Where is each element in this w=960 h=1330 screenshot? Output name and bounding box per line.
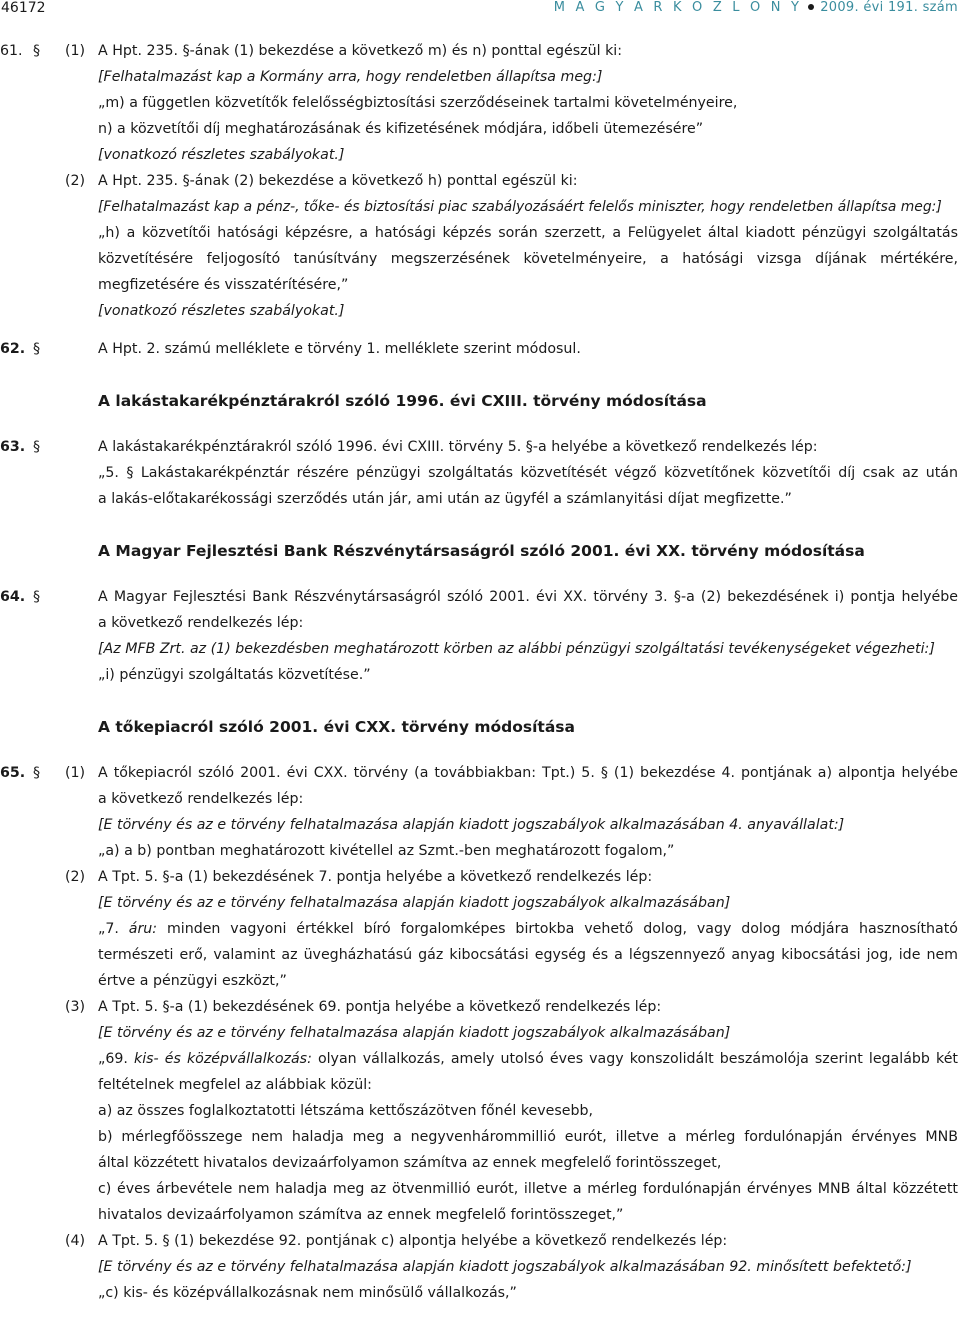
paragraph-text: A Tpt. 5. §-a (1) bekezdésének 7. pontja helyébe a következő rendelkezés lép: (98, 869, 653, 885)
text-line (0, 838, 960, 864)
quoted-text: „h) a közvetítői hatósági képzésre, a hatósági képzés során szerzett, a Felügyelet által kiadott pénzügyi szolgáltatás (98, 225, 958, 241)
bullet-icon (808, 4, 814, 10)
text-line (0, 1020, 960, 1046)
bracket-text: [vonatkozó részletes szabályokat.] (98, 147, 345, 163)
section-number: 62. (0, 341, 26, 357)
text-line (0, 298, 960, 324)
text-line (0, 610, 960, 636)
document-body (0, 38, 960, 1306)
text-line (0, 662, 960, 688)
section-sign: § (33, 43, 41, 59)
quoted-text: közvetítésére feljogosító tanúsítvány megszerzésének követelményeire, a hatósági vizsga díjának mértékére, (98, 251, 958, 267)
quoted-text: „i) pénzügyi szolgáltatás közvetítése.” (98, 667, 371, 683)
text-line (0, 1124, 960, 1150)
definition-number: „7. (98, 921, 129, 937)
text-line (0, 486, 960, 512)
definition-text: olyan vállalkozás, amely utolsó éves vagy konszolidált beszámolója szerint legalább két (311, 1051, 958, 1067)
text-line (0, 272, 960, 298)
paragraph-text: A Hpt. 235. §-ának (1) bekezdése a következő m) és n) ponttal egészül ki: (98, 43, 623, 59)
section-number: 64. (0, 589, 26, 605)
bracket-text: [E törvény és az e törvény felhatalmazása alapján kiadott jogszabályok alkalmazásában] (98, 1025, 731, 1041)
section-heading: A tőkepiacról szóló 2001. évi CXX. törvény módosítása (98, 718, 575, 736)
bracket-text: [vonatkozó részletes szabályokat.] (98, 303, 345, 319)
paragraph-text: A Tpt. 5. §-a (1) bekezdésének 69. pontja helyébe a következő rendelkezés lép: (98, 999, 662, 1015)
section-65-para-1 (0, 760, 960, 786)
quoted-text (98, 1046, 958, 1072)
quoted-text: „m) a független közvetítők felelősségbiztosítási szerződéseinek tartalmi követelményeire, (98, 95, 738, 111)
definition-number: „69. (98, 1051, 134, 1067)
journal-title (554, 0, 958, 15)
section-65-para-4 (0, 1228, 960, 1254)
section-sign: § (33, 765, 41, 781)
heading-mfb (0, 538, 960, 564)
subsection-number: (4) (65, 1233, 86, 1249)
text-line (0, 220, 960, 246)
paragraph-text: A Tpt. 5. § (1) bekezdése 92. pontjának c) alpontja helyébe a következő rendelkezés lép: (98, 1233, 728, 1249)
quoted-text: megfizetésére és visszatérítésére,” (98, 277, 349, 293)
section-65-para-3 (0, 994, 960, 1020)
journal-name: M A G Y A R K Ö Z L Ö N Y (553, 0, 803, 15)
paragraph-text: A Hpt. 2. számú melléklete e törvény 1. melléklete szerint módosul. (98, 341, 581, 357)
text-line (0, 460, 960, 486)
list-item: b) mérlegfőösszege nem haladja meg a negyvenhárommillió eurót, illetve a mérleg fordulónapján érvényes MNB (98, 1129, 958, 1145)
subsection-number: (2) (65, 173, 86, 189)
section-heading: A Magyar Fejlesztési Bank Részvénytársaságról szóló 2001. évi XX. törvény módosítása (98, 542, 865, 560)
section-sign: § (33, 589, 41, 605)
text-line (0, 942, 960, 968)
bracket-text: [Felhatalmazást kap a Kormány arra, hogy rendeletben állapítsa meg:] (98, 69, 603, 85)
text-line (0, 194, 960, 220)
text-line (0, 812, 960, 838)
definition-text: minden vagyoni értékkel bíró forgalomképes birtokba vehető dolog, vagy dolog módjára hasznosítható (157, 921, 958, 937)
text-line (0, 1046, 960, 1072)
quoted-text: feltételnek megfelel az alábbiak közül: (98, 1077, 372, 1093)
list-item: a) az összes foglalkoztatotti létszáma kettőszázötven főnél kevesebb, (98, 1103, 594, 1119)
bracket-text: [E törvény és az e törvény felhatalmazása alapján kiadott jogszabályok alkalmazásában 92. minősített befektető:] (98, 1259, 912, 1275)
text-line (0, 64, 960, 90)
text-line (0, 1202, 960, 1228)
quoted-text: n) a közvetítői díj meghatározásának és kifizetésének módjára, időbeli ütemezésére” (98, 121, 704, 137)
section-number: 61. (0, 43, 23, 59)
heading-lakastakarek (0, 388, 960, 414)
bracket-text: [Felhatalmazást kap a pénz-, tőke- és biztosítási piac szabályozásáért felelős miniszter, hogy rendeletben állapítsa meg:] (98, 199, 942, 215)
list-item: c) éves árbevétele nem haladja meg az ötvenmillió eurót, illetve a mérleg fordulónapján érvényes MNB által közzétett (98, 1181, 958, 1197)
text-line (0, 1098, 960, 1124)
section-heading: A lakástakarékpénztárakról szóló 1996. évi CXIII. törvény módosítása (98, 392, 707, 410)
section-65-para-2 (0, 864, 960, 890)
text-line (0, 1280, 960, 1306)
quoted-text (98, 916, 958, 942)
bracket-text: [E törvény és az e törvény felhatalmazása alapján kiadott jogszabályok alkalmazásában] (98, 895, 731, 911)
paragraph-text: a következő rendelkezés lép: (98, 791, 304, 807)
text-line (0, 1150, 960, 1176)
quoted-text: értve a pénzügyi eszközt,” (98, 973, 287, 989)
section-62 (0, 336, 960, 362)
section-61-para-2 (0, 168, 960, 194)
text-line (0, 246, 960, 272)
section-sign: § (33, 341, 41, 357)
text-line (0, 636, 960, 662)
quoted-text: a lakás-előtakarékossági szerződés után jár, ami után az ügyfél a számlanyitási díjat megfizette.” (98, 491, 792, 507)
quoted-text: „5. § Lakástakarékpénztár részére pénzügyi szolgáltatás közvetítését végző közvetítőnek közvetítői díj csak az után (98, 465, 958, 481)
paragraph-text: A tőkepiacról szóló 2001. évi CXX. törvény (a továbbiakban: Tpt.) 5. § (1) bekezdése 4. pontjának a) alpontja helyébe (98, 765, 958, 781)
section-64 (0, 584, 960, 610)
bracket-text: [Az MFB Zrt. az (1) bekezdésben meghatározott körben az alábbi pénzügyi szolgáltatási tevékenységeket végezheti:] (98, 641, 935, 657)
text-line (0, 1072, 960, 1098)
bracket-text: [E törvény és az e törvény felhatalmazása alapján kiadott jogszabályok alkalmazásában 4. anyavállalat:] (98, 817, 845, 833)
text-line (0, 116, 960, 142)
paragraph-text: A lakástakarékpénztárakról szóló 1996. évi CXIII. törvény 5. §-a helyébe a következő rendelkezés lép: (98, 439, 818, 455)
text-line (0, 890, 960, 916)
paragraph-text: A Hpt. 235. §-ának (2) bekezdése a következő h) ponttal egészül ki: (98, 173, 578, 189)
text-line (0, 142, 960, 168)
subsection-number: (1) (65, 43, 86, 59)
subsection-number: (1) (65, 765, 86, 781)
paragraph-text: a következő rendelkezés lép: (98, 615, 304, 631)
quoted-text: „c) kis- és középvállalkozásnak nem minősülő vállalkozás,” (98, 1285, 517, 1301)
definition-term: áru: (128, 921, 158, 937)
section-61-para-1 (0, 38, 960, 64)
section-number: 63. (0, 439, 26, 455)
subsection-number: (2) (65, 869, 86, 885)
definition-term: kis- és középvállalkozás: (134, 1051, 312, 1067)
text-line (0, 968, 960, 994)
text-line (0, 1176, 960, 1202)
text-line (0, 786, 960, 812)
text-line (0, 916, 960, 942)
page-header (0, 0, 960, 18)
paragraph-text: A Magyar Fejlesztési Bank Részvénytársaságról szóló 2001. évi XX. törvény 3. §-a (2) bekezdésének i) pontja helyébe (98, 589, 958, 605)
section-63 (0, 434, 960, 460)
heading-tpt (0, 714, 960, 740)
page-number: 46172 (1, 0, 46, 16)
section-number: 65. (0, 765, 26, 781)
section-sign: § (33, 439, 41, 455)
list-item: által közzétett hivatalos devizaárfolyamon számítva az ennek megfelelő forintösszeget, (98, 1155, 722, 1171)
quoted-text: természeti erő, valamint az üvegházhatású gáz kibocsátási egység és a légszennyező anyag kibocsátási jog, ide nem (98, 947, 958, 963)
journal-issue: 2009. évi 191. szám (820, 0, 958, 15)
list-item: hivatalos devizaárfolyamon számítva az ennek megfelelő forintösszeget,” (98, 1207, 624, 1223)
text-line (0, 1254, 960, 1280)
quoted-text: „a) a b) pontban meghatározott kivétellel az Szmt.-ben meghatározott fogalom,” (98, 843, 675, 859)
subsection-number: (3) (65, 999, 86, 1015)
text-line (0, 90, 960, 116)
